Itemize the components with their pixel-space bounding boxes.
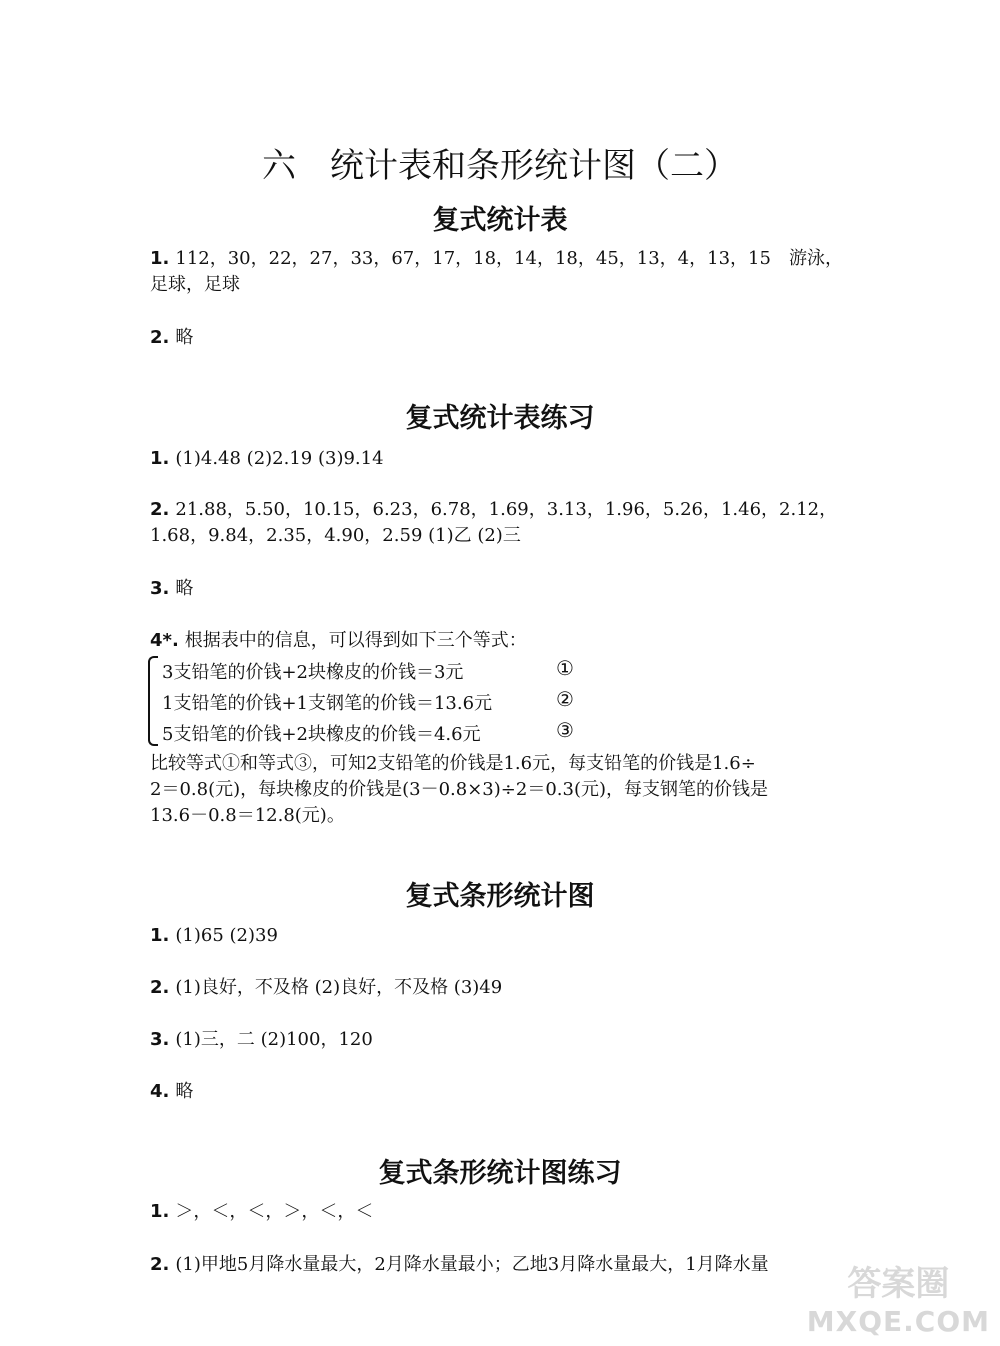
equation-3: 5支铅笔的价钱+2块橡皮的价钱＝4.6元 <box>162 724 481 745</box>
answer-3 <box>150 1027 373 1053</box>
answer-4-intro <box>150 628 527 654</box>
answer-number: 1. <box>150 248 170 269</box>
equation-2-mark: ② <box>556 687 574 711</box>
watermark-url: MXQE.COM <box>806 1305 990 1338</box>
watermark <box>807 1256 990 1338</box>
answer-number: 1. <box>150 448 170 469</box>
answer-number: 2. <box>150 1254 170 1275</box>
answer-1 <box>150 446 384 472</box>
explanation-line-1: 比较等式①和等式③，可知2支铅笔的价钱是1.6元，每支铅笔的价钱是1.6÷ <box>150 753 756 774</box>
answer-4 <box>150 1079 193 1105</box>
answer-2-line-2: 1.68，9.84，2.35，4.90，2.59 (1)乙 (2)三 <box>150 525 521 546</box>
answer-1-line-2: 足球，足球 <box>150 274 240 295</box>
answer-number: 3. <box>150 1029 170 1050</box>
equation-1: 3支铅笔的价钱+2块橡皮的价钱＝3元 <box>162 662 464 683</box>
explanation-line-3: 13.6－0.8＝12.8(元)。 <box>150 805 345 826</box>
answer-3 <box>150 576 193 602</box>
answer-1 <box>150 1199 373 1225</box>
answer-text: ＞，＜，＜，＞，＜，＜ <box>175 1201 374 1222</box>
answer-number: 1. <box>150 1201 170 1222</box>
equation-1-mark: ① <box>556 656 574 680</box>
answer-text: 21.88，5.50，10.15，6.23，6.78，1.69，3.13，1.96，5.26，1.46，2.12， <box>175 499 838 520</box>
answer-2 <box>150 1252 769 1278</box>
answer-number: 4*. <box>150 630 179 651</box>
explanation-line-2: 2＝0.8(元)，每块橡皮的价钱是(3－0.8×3)÷2＝0.3(元)，每支钢笔的价钱是 <box>150 779 768 800</box>
answer-1 <box>150 923 278 949</box>
answer-text: (1)4.48 (2)2.19 (3)9.14 <box>175 448 384 469</box>
answer-text: 根据表中的信息，可以得到如下三个等式： <box>184 630 527 651</box>
answer-2 <box>150 325 193 351</box>
answer-text: 略 <box>175 578 194 599</box>
answer-2 <box>150 975 502 1001</box>
watermark-logo-text: 答案圈 <box>847 1264 950 1304</box>
answer-2-line-1 <box>150 497 837 523</box>
equation-3-mark: ③ <box>556 718 574 742</box>
section-heading-compound-table: 复式统计表 <box>432 205 568 236</box>
answer-text: (1)良好，不及格 (2)良好，不及格 (3)49 <box>175 977 503 998</box>
answer-1-line-1 <box>150 246 843 272</box>
page-title: 六 统计表和条形统计图（二） <box>262 146 738 186</box>
section-heading-bar-chart-practice: 复式条形统计图练习 <box>378 1158 622 1189</box>
answer-number: 1. <box>150 925 170 946</box>
section-heading-table-practice: 复式统计表练习 <box>405 403 595 434</box>
equation-brace <box>148 656 158 746</box>
answer-number: 3. <box>150 578 170 599</box>
answer-text: 112，30，22，27，33，67，17，18，14，18，45，13，4，13，15 游泳， <box>175 248 843 269</box>
answer-number: 2. <box>150 327 170 348</box>
equation-2: 1支铅笔的价钱+1支钢笔的价钱＝13.6元 <box>162 693 493 714</box>
answer-number: 2. <box>150 499 170 520</box>
section-heading-compound-bar-chart: 复式条形统计图 <box>405 881 595 912</box>
answer-number: 4. <box>150 1081 170 1102</box>
answer-text: (1)甲地5月降水量最大，2月降水量最小；乙地3月降水量最大，1月降水量 <box>175 1254 769 1275</box>
answer-text: 略 <box>175 327 194 348</box>
answer-text: (1)三，二 (2)100，120 <box>175 1029 373 1050</box>
answer-number: 2. <box>150 977 170 998</box>
answer-text: (1)65 (2)39 <box>175 925 278 946</box>
answer-text: 略 <box>175 1081 194 1102</box>
